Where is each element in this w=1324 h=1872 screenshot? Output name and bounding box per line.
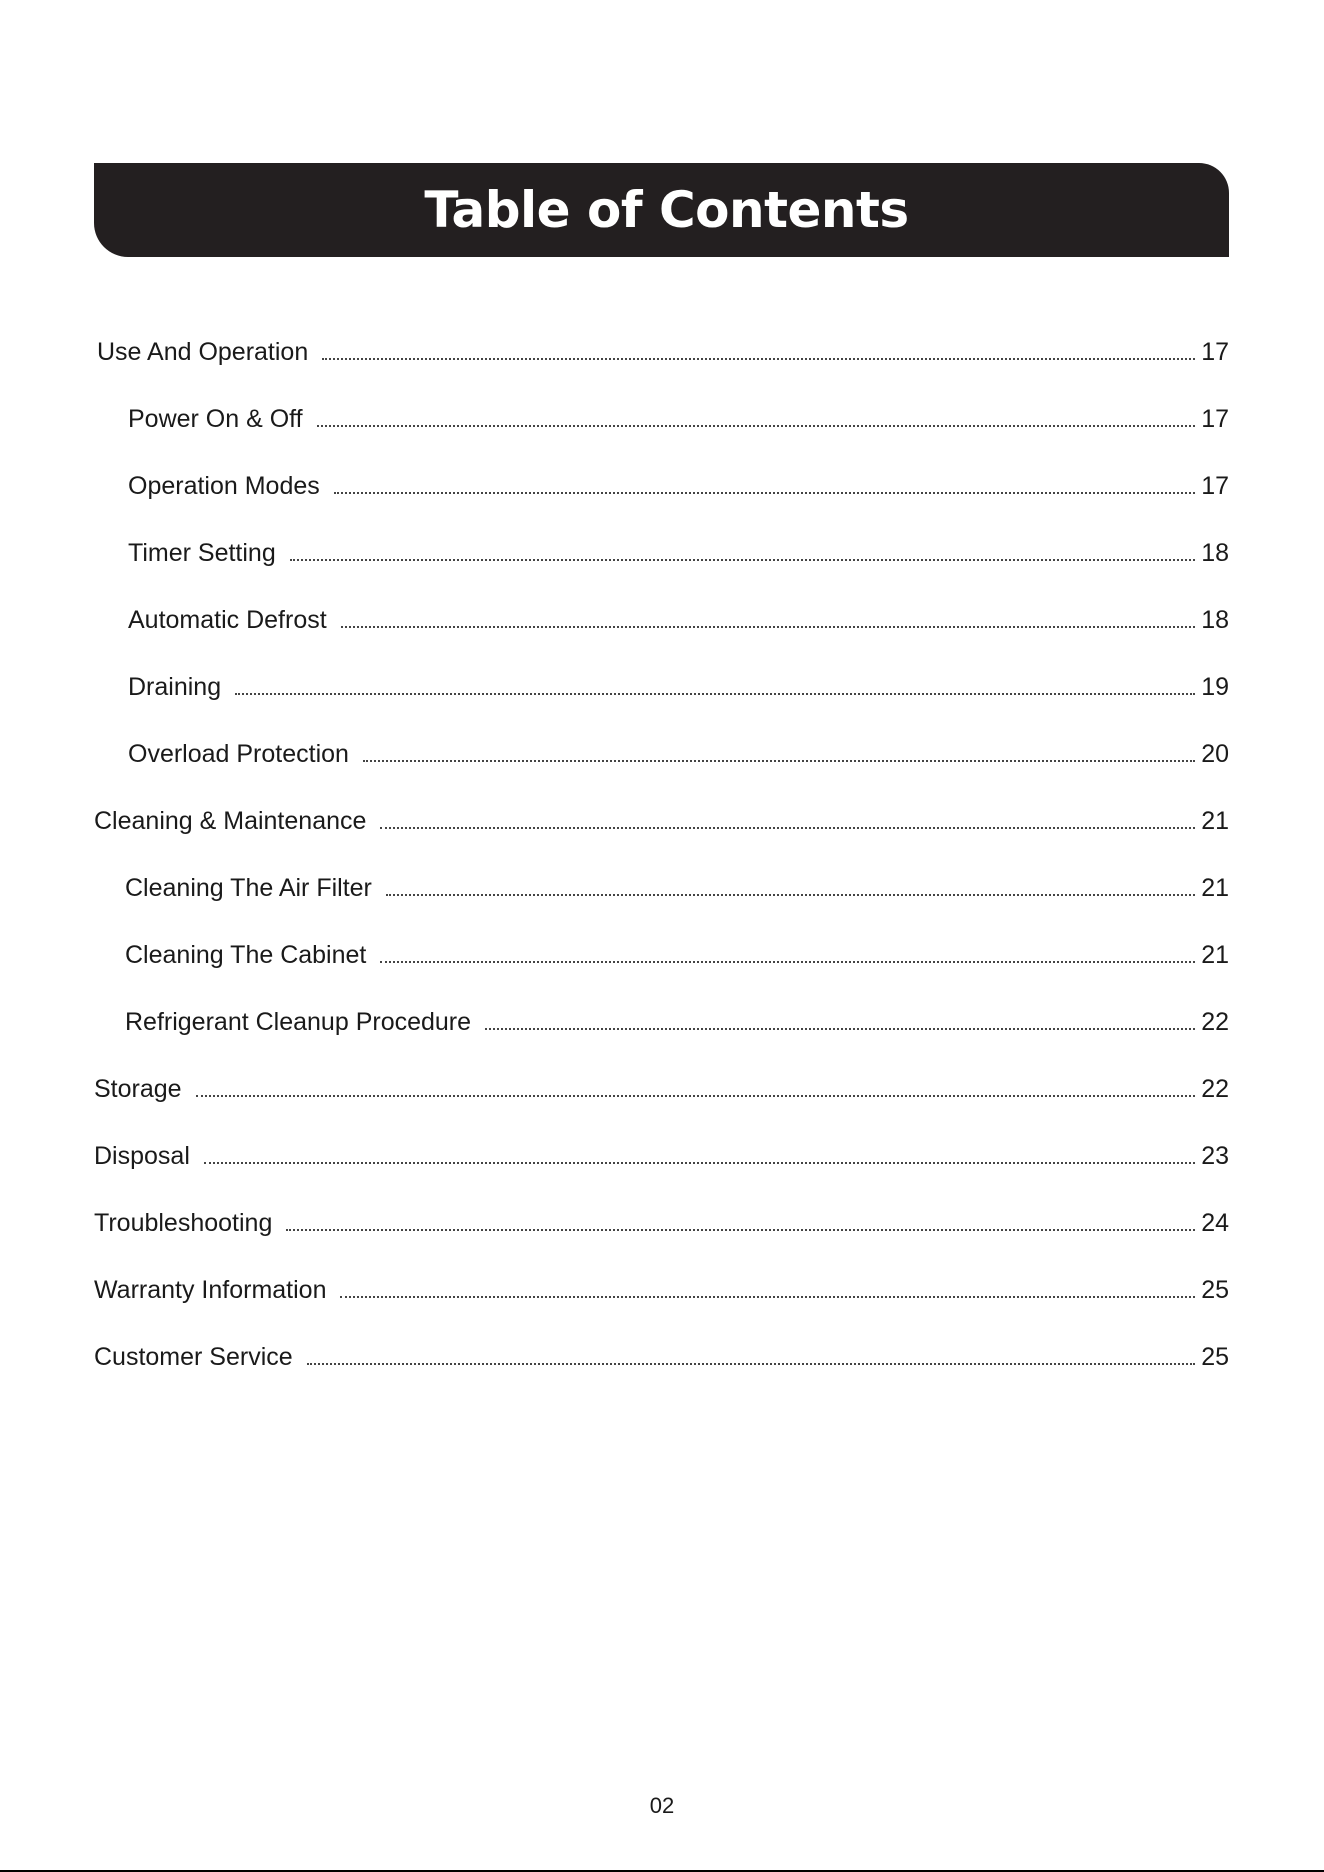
toc-dot-leader bbox=[485, 1028, 1195, 1030]
toc-entry-page: 18 bbox=[1201, 539, 1229, 567]
toc-entry[interactable] bbox=[94, 1332, 1229, 1372]
toc-entry-label: Cleaning The Air Filter bbox=[125, 874, 372, 902]
toc-dot-leader bbox=[380, 961, 1195, 963]
toc-entry[interactable] bbox=[128, 461, 1229, 501]
toc-entry-label: Timer Setting bbox=[128, 539, 276, 567]
toc-entry-label: Operation Modes bbox=[128, 472, 320, 500]
toc-entry-label: Draining bbox=[128, 673, 222, 701]
toc-entry-label: Cleaning The Cabinet bbox=[125, 941, 367, 969]
toc-entry-page: 21 bbox=[1201, 874, 1229, 902]
page-number: 02 bbox=[649, 1793, 675, 1818]
toc-dot-leader bbox=[341, 626, 1195, 628]
toc-entry-page: 21 bbox=[1201, 941, 1229, 969]
toc-entry-page: 22 bbox=[1201, 1075, 1229, 1103]
toc-entry[interactable] bbox=[125, 997, 1229, 1037]
toc-entry-page: 22 bbox=[1201, 1008, 1229, 1036]
toc-entry-page: 19 bbox=[1201, 673, 1229, 701]
toc-entry-label: Troubleshooting bbox=[94, 1209, 273, 1237]
toc-dot-leader bbox=[317, 425, 1195, 427]
toc-entry-page: 23 bbox=[1201, 1142, 1229, 1170]
toc-entry-page: 25 bbox=[1201, 1343, 1229, 1371]
toc-dot-leader bbox=[386, 894, 1195, 896]
toc-dot-leader bbox=[307, 1363, 1195, 1365]
toc-entry-label: Disposal bbox=[94, 1142, 190, 1170]
toc-entry-page: 17 bbox=[1201, 472, 1229, 500]
toc-entry[interactable] bbox=[94, 1198, 1229, 1238]
toc-entry-page: 17 bbox=[1201, 338, 1229, 366]
toc-dot-leader bbox=[363, 760, 1195, 762]
toc-dot-leader bbox=[286, 1229, 1195, 1231]
toc-entry[interactable] bbox=[94, 1265, 1229, 1305]
toc-entry-label: Storage bbox=[94, 1075, 182, 1103]
toc-entry-page: 17 bbox=[1201, 405, 1229, 433]
toc-dot-leader bbox=[290, 559, 1195, 561]
toc-entry[interactable] bbox=[125, 930, 1229, 970]
toc-entry-label: Use And Operation bbox=[97, 338, 309, 366]
toc-entry[interactable] bbox=[94, 796, 1229, 836]
toc-entry-label: Refrigerant Cleanup Procedure bbox=[125, 1008, 472, 1036]
toc-entry-label: Power On & Off bbox=[128, 405, 303, 433]
toc-entry-label: Overload Protection bbox=[128, 740, 349, 768]
page-title: Table of Contents bbox=[424, 181, 909, 239]
toc-entry-label: Customer Service bbox=[94, 1343, 293, 1371]
toc-dot-leader bbox=[204, 1162, 1195, 1164]
toc-dot-leader bbox=[340, 1296, 1195, 1298]
toc-entry-page: 25 bbox=[1201, 1276, 1229, 1304]
toc-entry-page: 21 bbox=[1201, 807, 1229, 835]
toc-entry-page: 20 bbox=[1201, 740, 1229, 768]
title-banner bbox=[94, 163, 1229, 257]
toc-entry[interactable] bbox=[128, 729, 1229, 769]
toc-dot-leader bbox=[322, 358, 1195, 360]
toc-entry-label: Warranty Information bbox=[94, 1276, 327, 1304]
toc-dot-leader bbox=[235, 693, 1195, 695]
toc-entry[interactable] bbox=[128, 595, 1229, 635]
toc-entry[interactable] bbox=[128, 528, 1229, 568]
toc-entry-label: Cleaning & Maintenance bbox=[94, 807, 367, 835]
toc-dot-leader bbox=[380, 827, 1195, 829]
toc-entry[interactable] bbox=[125, 863, 1229, 903]
toc-entry[interactable] bbox=[94, 1064, 1229, 1104]
toc-entry-page: 24 bbox=[1201, 1209, 1229, 1237]
toc-entry[interactable] bbox=[94, 1131, 1229, 1171]
toc-entry[interactable] bbox=[97, 327, 1229, 367]
toc-entry[interactable] bbox=[128, 394, 1229, 434]
toc-entry[interactable] bbox=[128, 662, 1229, 702]
toc-entry-label: Automatic Defrost bbox=[128, 606, 327, 634]
toc-entry-page: 18 bbox=[1201, 606, 1229, 634]
toc-dot-leader bbox=[334, 492, 1195, 494]
toc-dot-leader bbox=[196, 1095, 1195, 1097]
